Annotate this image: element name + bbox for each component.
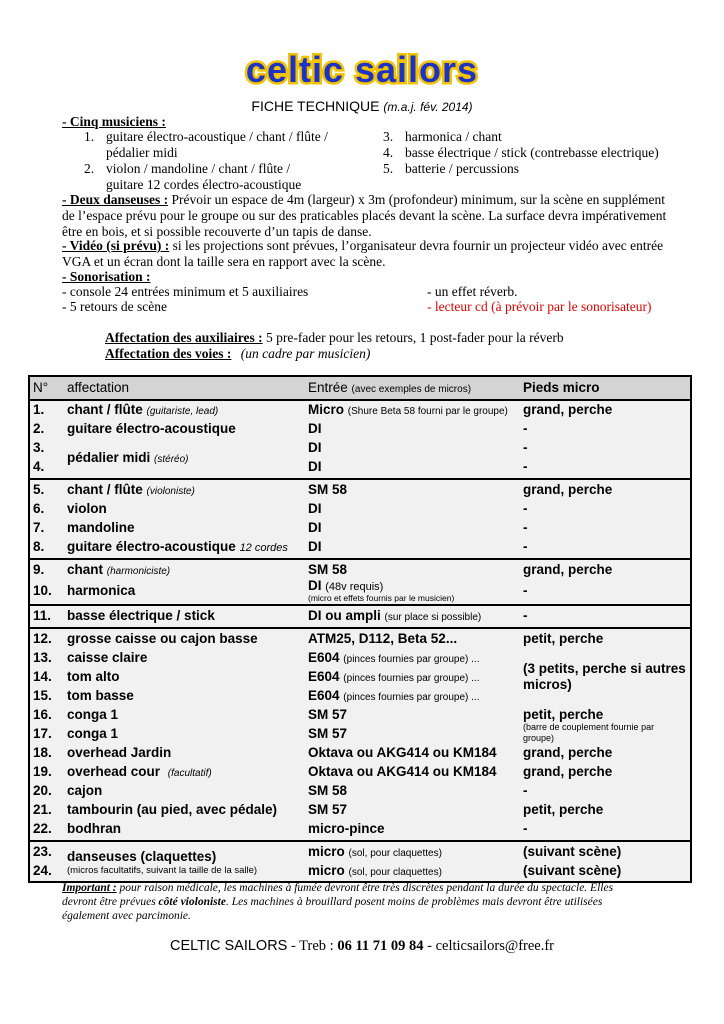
footer-email: - celticsailors@free.fr — [423, 938, 555, 954]
video-line-1: si les projections sont prévues, l’organisateur devra fournir un projecteur vidéo avec entrée — [172, 238, 664, 253]
important-label: Important : — [62, 882, 117, 894]
svg-text:celtic sailors: celtic sailors — [245, 49, 479, 90]
danseuses-paragraph — [62, 192, 665, 208]
danseuses-line-1: Prévoir un espace de 4m (largeur) x 3m (profondeur) minimum, sur la scène en supplément — [171, 192, 665, 207]
sono-left-2: - 5 retours de scène — [62, 299, 167, 314]
voies-line — [105, 346, 370, 362]
video-paragraph — [62, 238, 663, 254]
row-separator — [30, 399, 690, 401]
musicien-1-cont: pédalier midi — [106, 145, 178, 160]
row-separator — [30, 604, 690, 606]
video-line-2: VGA et un écran dont la taille sera en rapport avec la scène. — [62, 254, 386, 269]
celtic-sailors-logo — [0, 44, 724, 96]
aux-label: Affectation des auxiliaires : — [105, 330, 263, 345]
row-separator — [30, 627, 690, 629]
patch-table: N° affectation Entrée (avec exemples de micros) Pieds micro 1. chant / flûte (guitariste, lead) Micro (Shure Beta 58 fourni par le groupe) grand, perche 2. guitare électro-acoustique DI - 3. DI - pédalier midi (stéréo) 4. DI - 5. chant / flûte (violoniste) SM 58 grand, perche 6. violon DI - 7. mandoline DI - 8. guitare électro-acoustique 12 cordes DI - 9. chant (harmoniciste) SM 58 grand, perche 10. harmonica - DI (48v requis) (micro et effets fournis par le musicien) 11. basse électrique / stick DI ou ampli (sur place si possible) - 12. grosse caisse ou cajon basse ATM25, D112, Beta 52... petit, perche 13. caisse claire E604 (pinces fournies par groupe) ... (3 petits, perche si autres 14. tom alto E604 (pinces fournies par groupe) ... micros) 15. tom basse E604 (pinces fournies par groupe) ... 16. conga 1 SM 57 petit, perche (barre de couplement fournie par groupe) 17. conga 1 SM 57 18. overhead Jardin Oktava ou AKG414 ou KM184 grand, perche 19. overhead cour (facultatif) Oktava ou AKG414 ou KM184 grand, perche 20. cajon SM 58 - 21. tambourin (au pied, avec pédale) SM 57 petit, perche 22. bodhran micro-pince - 23. micro (sol, pour claquettes) (suivant scène) danseuses (claquettes) (micros facultatifs, suivant la taille de la salle) 24. micro (sol, pour claquettes) (suivant scène) — [28, 375, 692, 883]
row-separator — [30, 840, 690, 842]
voies-text: (un cadre par musicien) — [240, 346, 371, 361]
musicien-2: violon / mandoline / chant / flûte / — [106, 161, 291, 176]
important-line-3: également avec parcimonie. — [62, 910, 191, 922]
musiciens-heading: - Cinq musiciens : — [62, 114, 166, 129]
important-note: Important : pour raison médicale, les machines à fumée devront être très discrètes pendant la durée du spectacle. Elles — [62, 882, 614, 894]
danseuses-line-3: être en bois, et si possible recouverte d’un tapis de danse. — [62, 224, 372, 239]
musicien-2-num: 2. — [84, 161, 95, 176]
sono-right-1: - un effet réverb. — [427, 284, 518, 299]
important-line-2: devront être prévues côté violoniste. Les machines à brouillard posent moins de problèmes mais devront être utilisées — [62, 896, 603, 908]
title-note: (m.a.j. fév. 2014) — [383, 100, 473, 114]
aux-text: 5 pre-fader pour les retours, 1 post-fader pour la réverb — [265, 330, 564, 345]
row-entree: Micro (Shure Beta 58 fourni par le groupe) — [308, 402, 508, 417]
footer-contact: CELTIC SAILORS - Treb : 06 11 71 09 84 - celticsailors@free.fr — [169, 938, 555, 954]
video-label: - Vidéo (si prévu) : — [62, 238, 170, 253]
musicien-5: batterie / percussions — [405, 161, 519, 176]
footer-phone: 06 11 71 09 84 — [337, 938, 424, 954]
row-separator — [30, 478, 690, 480]
header-affectation: affectation — [67, 380, 130, 395]
sono-right-2: - lecteur cd (à prévoir par le sonorisateur) — [427, 299, 652, 314]
musicien-4-num: 4. — [383, 145, 394, 160]
musicien-2-cont: guitare 12 cordes électro-acoustique — [106, 177, 302, 192]
danseuses-label: - Deux danseuses : — [62, 192, 169, 207]
header-num: N° — [33, 380, 49, 395]
danseuses-line-2: de l’espace prévu pour le groupe ou sur des praticables placés devant la scène. La surface devra impérativement — [62, 208, 667, 223]
musicien-5-num: 5. — [383, 161, 394, 176]
page-title — [0, 98, 724, 114]
musicien-1-num: 1. — [84, 129, 95, 144]
row-separator — [30, 558, 690, 560]
sono-left-1: - console 24 entrées minimum et 5 auxiliaires — [62, 284, 309, 299]
musicien-3: harmonica / chant — [405, 129, 502, 144]
title-text: FICHE TECHNIQUE — [251, 98, 380, 114]
sono-heading: - Sonorisation : — [62, 269, 151, 284]
musicien-1: guitare électro-acoustique / chant / flûte / — [106, 129, 328, 144]
footer-name: CELTIC SAILORS — [169, 938, 288, 954]
musicien-4: basse électrique / stick (contrebasse electrique) — [405, 145, 659, 160]
voies-label: Affectation des voies : — [105, 346, 232, 361]
header-pieds: Pieds micro — [523, 380, 600, 395]
row-affectation: chant / flûte (guitariste, lead) — [67, 402, 219, 417]
aux-line — [105, 330, 564, 346]
musicien-3-num: 3. — [383, 129, 394, 144]
table-header — [30, 377, 690, 399]
header-entree: Entrée (avec exemples de micros) — [308, 380, 472, 395]
